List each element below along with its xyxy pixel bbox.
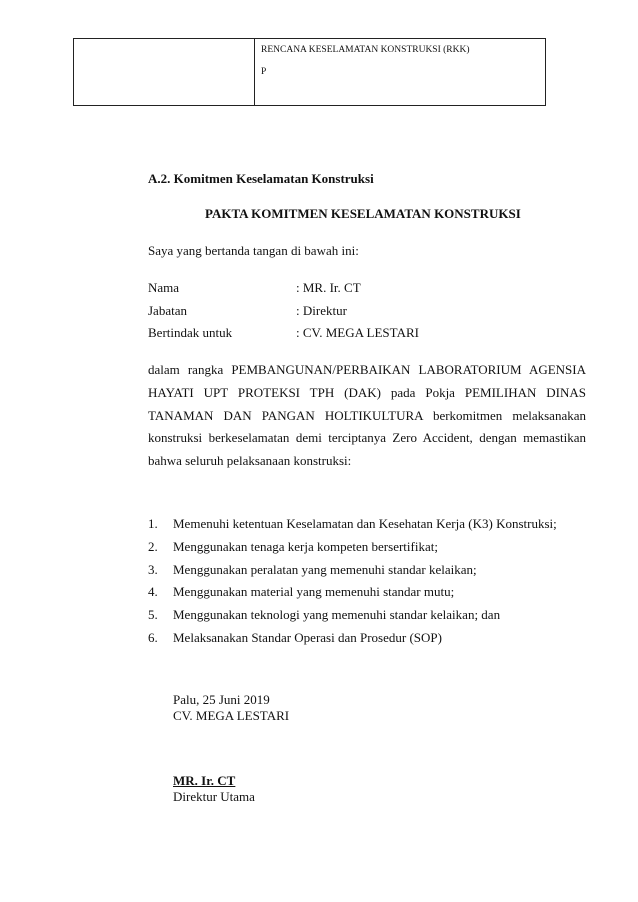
signature-header [173,692,289,724]
header-logo-cell [74,39,255,105]
list-number: 5. [148,607,158,623]
commitment-list [148,513,586,650]
field-label: Nama [148,280,180,295]
signatory-position: Direktur Utama [173,789,255,804]
list-item [148,513,586,536]
field-label: Jabatan [148,303,187,318]
field-label: Bertindak untuk [148,325,233,340]
list-number: 2. [148,538,158,554]
list-text: Menggunakan tenaga kerja kompeten bersertifikat; [173,538,438,554]
company-name: CV. MEGA LESTARI [173,708,290,723]
intro-text: Saya yang bertanda tangan di bawah ini: [148,243,359,258]
list-number: 3. [148,561,158,577]
signatory-name: MR. Ir. CT [173,773,236,788]
signature-block [173,773,255,805]
list-text: Menggunakan peralatan yang memenuhi standar kelaikan; [173,561,477,577]
header-title-cell [255,39,545,105]
list-text: Melaksanakan Standar Operasi dan Prosedur (SOP) [173,629,442,645]
list-text: Menggunakan material yang memenuhi standar mutu; [173,584,455,600]
list-item [148,604,586,627]
field-value: : CV. MEGA LESTARI [296,325,419,340]
pakta-title: PAKTA KOMITMEN KESELAMATAN KONSTRUKSI [205,206,521,221]
header-title: RENCANA KESELAMATAN KONSTRUKSI (RKK) [261,45,470,55]
list-item [148,581,586,604]
field-value: : MR. Ir. CT [296,280,361,295]
list-item [148,536,586,559]
list-number: 4. [148,584,158,600]
field-bertindak-untuk [148,325,419,341]
list-text: Memenuhi ketentuan Keselamatan dan Kesehatan Kerja (K3) Konstruksi; [173,516,557,531]
field-jabatan [148,303,347,319]
commitment-paragraph: dalam rangka PEMBANGUNAN/PERBAIKAN LABORATORIUM AGENSIA HAYATI UPT PROTEKSI TPH (DAK) pada Pokja PEMILIHAN DINAS TANAMAN DAN PANGAN HOLTIKULTURA berkomitmen melaksanakan konstruksi berkeselamatan demi terciptanya Zero Accident, dengan memastikan bahwa seluruh pelaksanaan konstruksi: [148,362,586,469]
header-subtitle: P [261,67,267,77]
list-number: 1. [148,516,158,531]
document-header-box [73,38,546,106]
list-number: 6. [148,629,158,645]
field-nama [148,280,361,296]
place-date: Palu, 25 Juni 2019 [173,692,270,707]
field-value: : Direktur [296,303,347,318]
section-title: A.2. Komitmen Keselamatan Konstruksi [148,171,374,186]
list-item [148,627,586,650]
list-item [148,559,586,582]
list-text: Menggunakan teknologi yang memenuhi standar kelaikan; dan [173,607,501,623]
